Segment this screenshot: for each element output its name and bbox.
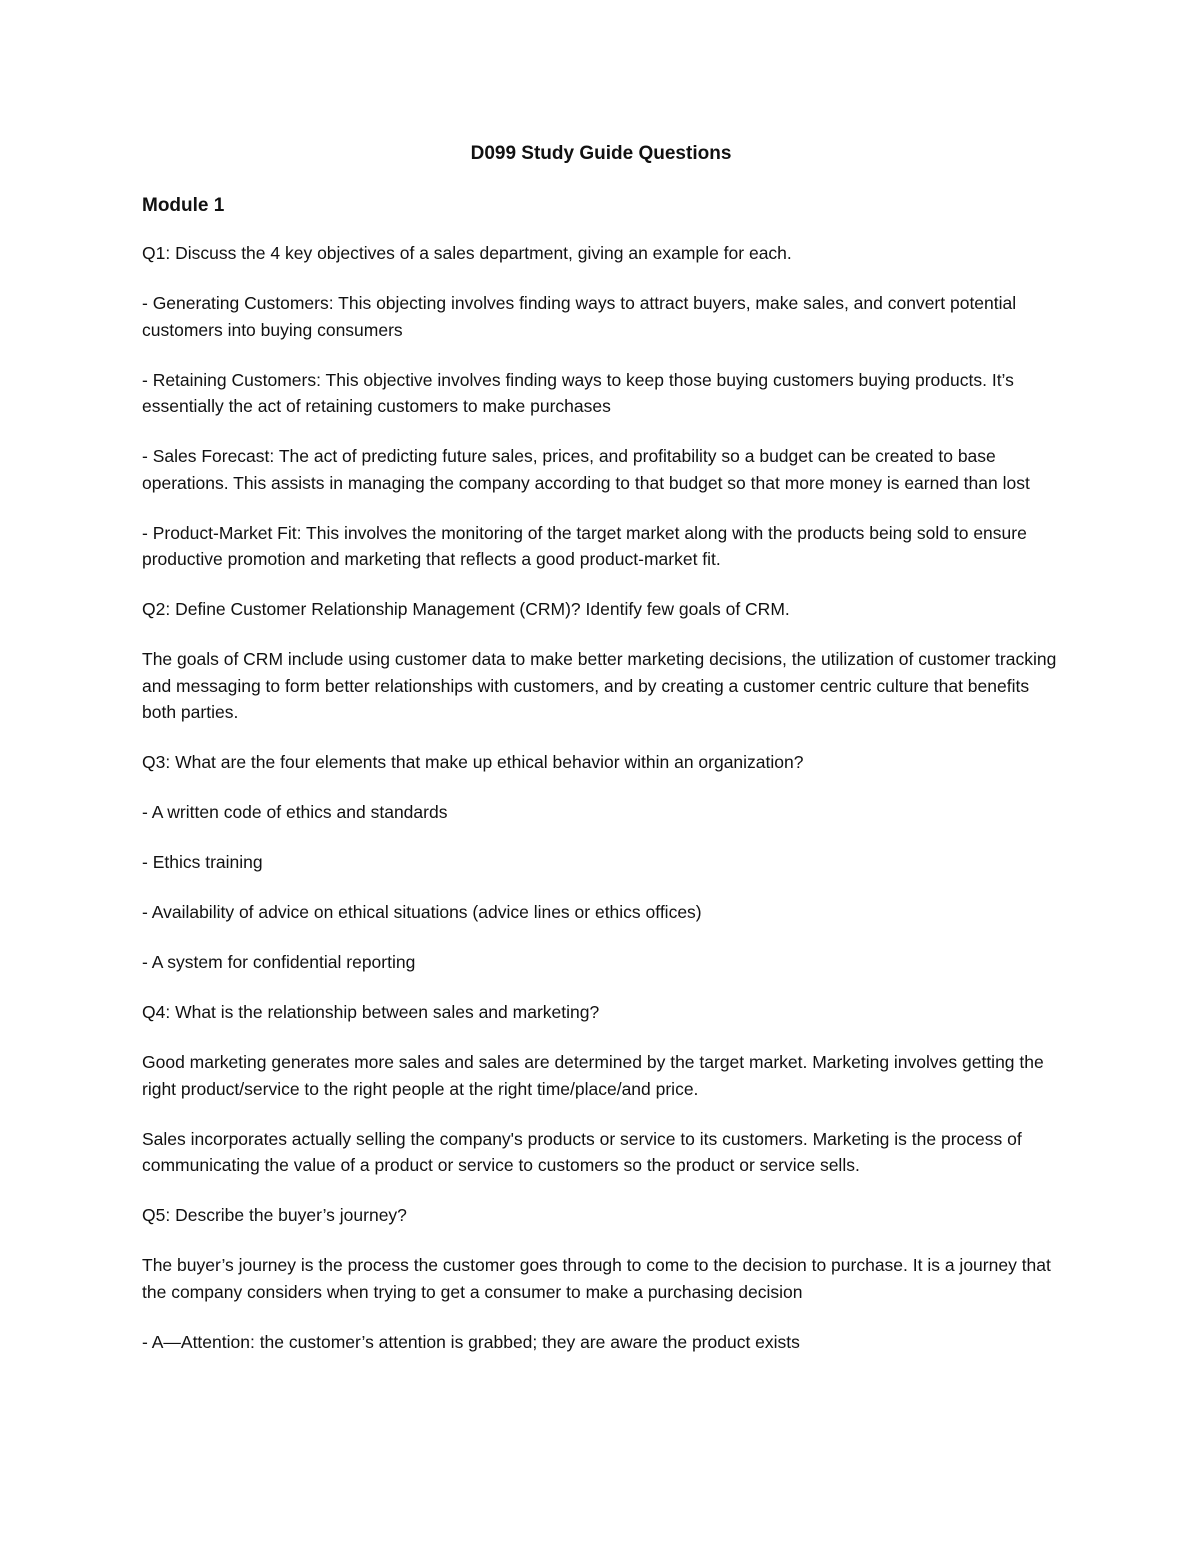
bullet-confidential-reporting: - A system for confidential reporting: [142, 952, 416, 972]
answer-q5: The buyer’s journey is the process the customer goes through to come to the decision to purchase. It is a journey that the company considers when trying to get a consumer to make a purchasing decision: [142, 1255, 1051, 1302]
bullet-generating-customers: - Generating Customers: This objecting involves finding ways to attract buyers, make sales, and convert potential customers into buying consumers: [142, 293, 1017, 340]
bullet-ethics-training: - Ethics training: [142, 852, 263, 872]
bullet-advice-availability: - Availability of advice on ethical situations (advice lines or ethics offices): [142, 902, 702, 922]
question-q2: Q2: Define Customer Relationship Management (CRM)? Identify few goals of CRM.: [142, 599, 790, 619]
answer-q4-sales: Sales incorporates actually selling the company's products or service to its customers. Marketing is the process of communicating the value of a product or service to customers so the product or service sells.: [142, 1128, 1022, 1175]
answer-q4-marketing: Good marketing generates more sales and sales are determined by the target market. Marketing involves getting the right product/service to the right people at the right time/place/and price.: [142, 1052, 1044, 1099]
question-q3: Q3: What are the four elements that make up ethical behavior within an organization?: [142, 752, 804, 772]
document-body: [142, 140, 1060, 1379]
bullet-sales-forecast: - Sales Forecast: The act of predicting future sales, prices, and profitability so a budget can be created to base operations. This assists in managing the company according to that budget so that more money is earned than lost: [142, 446, 1030, 493]
module-heading: Module 1: [142, 195, 225, 216]
bullet-product-market-fit: - Product-Market Fit: This involves the monitoring of the target market along with the products being sold to ensure productive promotion and marketing that reflects a good product-market fit.: [142, 522, 1027, 569]
bullet-retaining-customers: - Retaining Customers: This objective involves finding ways to keep those buying customers buying products. It’s essentially the act of retaining customers to make purchases: [142, 369, 1014, 416]
question-q5: Q5: Describe the buyer’s journey?: [142, 1205, 407, 1225]
answer-q2: The goals of CRM include using customer data to make better marketing decisions, the utilization of customer tracking and messaging to form better relationships with customers, and by creating a customer centric culture that benefits both parties.: [142, 649, 1057, 722]
bullet-attention: - A—Attention: the customer’s attention is grabbed; they are aware the product exists: [142, 1331, 800, 1352]
document-title: D099 Study Guide Questions: [470, 143, 732, 164]
question-q1: Q1: Discuss the 4 key objectives of a sales department, giving an example for each.: [142, 243, 792, 263]
bullet-written-code: - A written code of ethics and standards: [142, 802, 448, 822]
question-q4: Q4: What is the relationship between sales and marketing?: [142, 1002, 600, 1022]
